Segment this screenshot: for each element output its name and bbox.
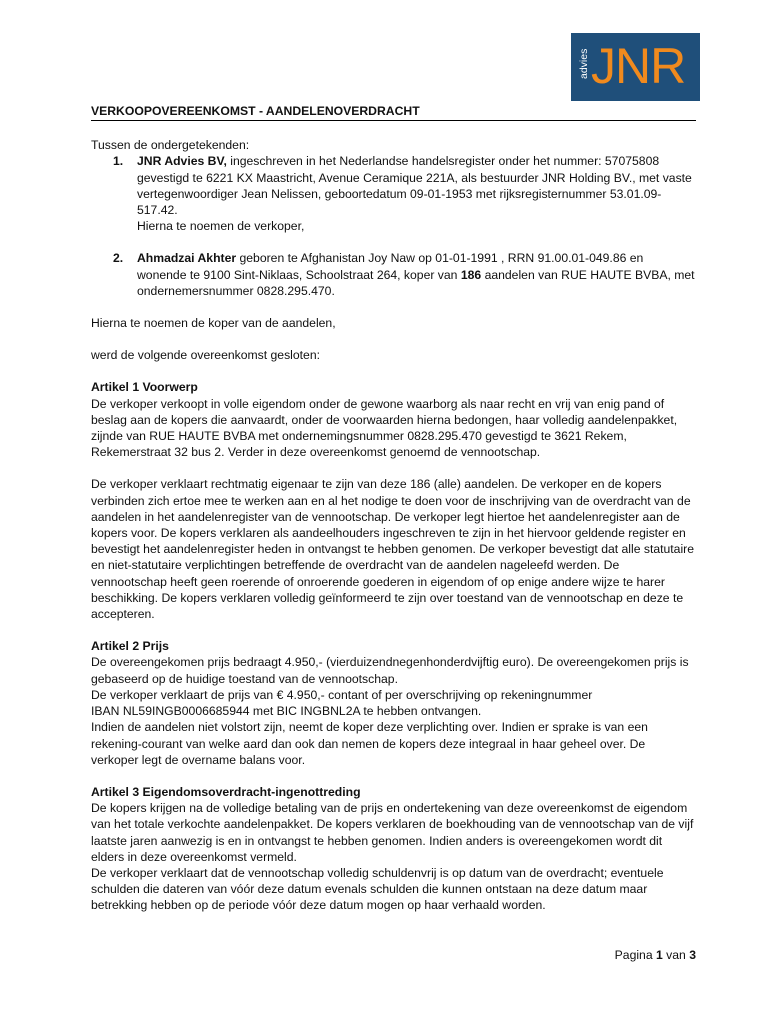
- article-1-paragraph: De verkoper verkoopt in volle eigendom onder de gewone waarborg als naar recht en vrij van enig pand of beslag aan de kopers die aanvaardt, onder de voorwaarden hierna bedongen, haar volledig aandelenpakket, zijnde van RUE HAUTE BVBA met ondernemingsnummer 0828.295.470 gevestigd te 3621 Rekem, Rekemerstraat 32 bus 2. Verder in deze overeenkomst genoemd de vennootschap.: [91, 396, 678, 460]
- current-page: 1: [656, 948, 663, 962]
- share-count: 186: [460, 267, 482, 282]
- article-3: [91, 784, 696, 914]
- jnr-advies-logo: [571, 33, 700, 101]
- page-number-footer: Pagina 1 van 3: [614, 948, 696, 962]
- agreement-note: werd de volgende overeenkomst gesloten:: [91, 348, 320, 363]
- party-buyer: [91, 250, 696, 299]
- article-2-paragraph: De verkoper verklaart de prijs van € 4.950,- contant of per overschrijving op rekeningnummer: [91, 687, 593, 702]
- article-2-paragraph: De overeengekomen prijs bedraagt 4.950,- (vierduizendnegenhonderdvijftig euro). De overeengekomen prijs is gebaseerd op de huidige toestand van de vennootschap.: [91, 655, 689, 686]
- party-seller-name: JNR Advies BV,: [137, 154, 227, 169]
- party-number: 1.: [113, 154, 124, 169]
- document-body: [91, 103, 696, 914]
- party-buyer-text: Ahmadzai Akhter geboren te Afghanistan Joy Naw op 01-01-1991 , RRN 91.00.01-049.86 en wonende te 9100 Sint-Niklaas, Schoolstraat 264, koper van 186 aandelen van RUE HAUTE BVBA, met ondernemersnummer 0828.295.470.: [137, 251, 695, 298]
- total-pages: 3: [689, 948, 696, 962]
- party-seller-note: Hierna te noemen de verkoper,: [137, 219, 305, 234]
- party-buyer-name: Ahmadzai Akhter: [137, 251, 237, 266]
- article-1: [91, 379, 696, 622]
- article-2-paragraph: IBAN NL59INGB0006685944 met BIC INGBNL2A te hebben ontvangen.: [91, 704, 482, 719]
- article-1-heading: Artikel 1 Voorwerp: [91, 380, 198, 395]
- article-3-paragraph: De verkoper verklaart dat de vennootschap volledig schuldenvrij is op datum van de overdracht; eventuele schulden die dateren van vóór deze datum evenals schulden die kunnen ontstaan na deze datum maar betrekking hebben op de periode vóór deze datum mogen op haar verhaald worden.: [91, 865, 664, 913]
- article-3-paragraph: De kopers krijgen na de volledige betaling van de prijs en ondertekening van deze overeenkomst de eigendom van het totale verkochte aandelenpakket. De kopers verklaren de boekhouding van de vennootschap van de vijf laatste jaren aanwezig is en in ontvangst te hebben genomen. Indien anders is overeengekomen wordt dit elders in deze overeenkomst vermeld.: [91, 801, 694, 864]
- buyer-note: Hierna te noemen de koper van de aandelen,: [91, 316, 336, 331]
- article-2-heading: Artikel 2 Prijs: [91, 639, 169, 654]
- logo-wordmark: JNR: [591, 38, 686, 94]
- parties-list: [91, 153, 696, 299]
- logo-subtext: advies: [578, 48, 590, 80]
- article-3-heading: Artikel 3 Eigendomsoverdracht-ingenottreding: [91, 784, 361, 799]
- party-seller-text: JNR Advies BV, ingeschreven in het Nederlandse handelsregister onder het nummer: 57075808 gevestigd te 6221 KX Maastricht, Avenue Ceramique 221A, als bestuurder JNR Holding BV., met vaste vertegenwoordiger Jean Nelissen, geboortedatum 09-01-1953 met rijksregisternummer 53.01.09-517.42.: [137, 154, 692, 218]
- article-1-paragraph: De verkoper verklaart rechtmatig eigenaar te zijn van deze 186 (alle) aandelen. De verkoper en de kopers verbinden zich ertoe mee te werken aan en al het nodige te doen voor de inschrijving van de overdracht van de aandelen in het aandelenregister van de vennootschap. De verkoper legt hiertoe het aandelenregister aan de kopers voor. De kopers verklaren als aandeelhouders ingeschreven te zijn in het hiervoor geldende register en bevestigt het aandelenregister heden in ontvangst te hebben genomen. De verkoper bevestigt dat alle statutaire en niet-statutaire verplichtingen betreffende de overdracht van de aandelen nageleefd werden. De vennootschap heeft geen roerende of onroerende goederen in eigendom of op enige andere wijze te harer beschikking. De kopers verklaren volledig geïnformeerd te zijn over toestand van de vennootschap en deze te accepteren.: [91, 477, 695, 622]
- party-seller: [91, 153, 696, 234]
- document-title: VERKOOPOVEREENKOMST - AANDELENOVERDRACHT: [91, 103, 696, 121]
- intro-line: Tussen de ondergetekenden:: [91, 138, 250, 153]
- article-2: [91, 638, 696, 768]
- article-2-paragraph: Indien de aandelen niet volstort zijn, neemt de koper deze verplichting over. Indien er sprake is van een rekening-courant van welke aard dan ook dan nemen de kopers deze integraal in haar geheel over. De verkoper legt de overname balans voor.: [91, 720, 648, 767]
- party-number: 2.: [113, 251, 124, 266]
